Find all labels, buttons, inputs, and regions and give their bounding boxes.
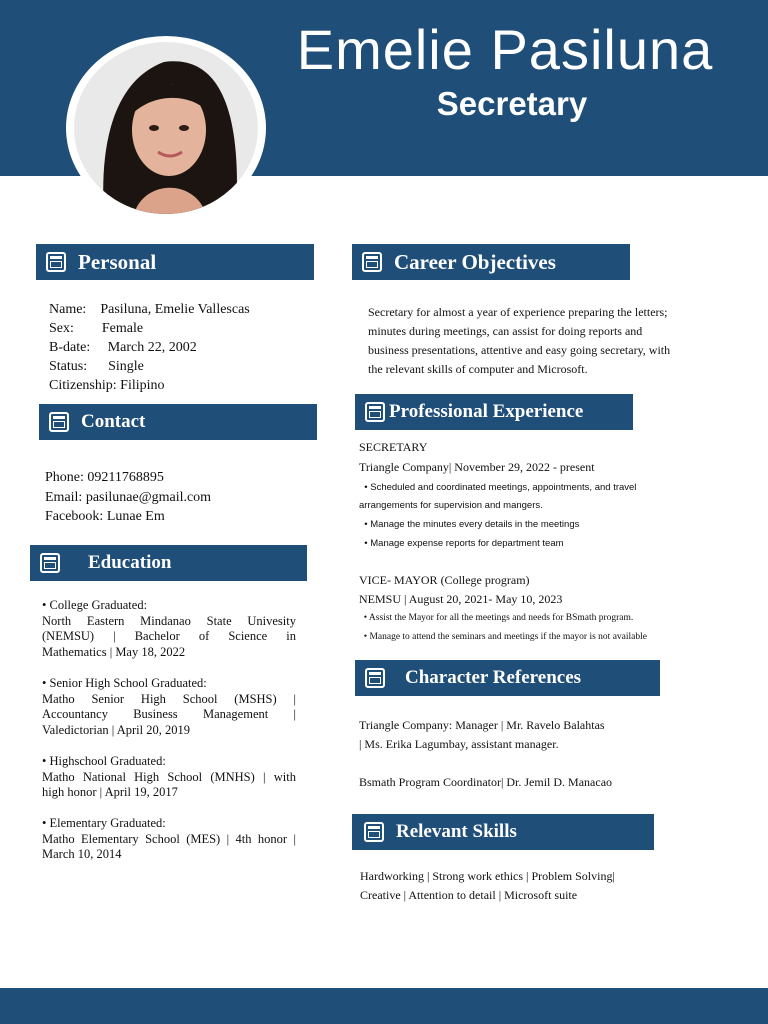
contact-phone: Phone: 09211768895 xyxy=(45,470,164,485)
career-line: minutes during meetings, can assist for doing reports and xyxy=(368,324,643,338)
education-line: Matho Senior High School (MSHS) | xyxy=(42,691,296,706)
window-icon xyxy=(40,553,60,573)
education-level: • Senior High School Graduated: xyxy=(42,676,207,690)
resume-name: Emelie Pasiluna xyxy=(296,18,714,81)
window-icon xyxy=(364,822,384,842)
job-company: NEMSU | August 20, 2021- May 10, 2023 xyxy=(359,592,563,606)
personal-sex: Sex: Female xyxy=(49,321,144,336)
personal-citizenship: Citizenship: Filipino xyxy=(49,378,165,393)
job-bullet: • Scheduled and coordinated meetings, appointments, and travel xyxy=(359,482,637,493)
education-level: • Elementary Graduated: xyxy=(42,816,166,830)
window-icon xyxy=(49,412,69,432)
section-header-education xyxy=(30,545,307,581)
education-line: March 10, 2014 xyxy=(42,847,122,861)
section-header-skills xyxy=(352,814,654,850)
footer-band xyxy=(0,988,768,1024)
job-bullet: • Assist the Mayor for all the meetings and needs for BSmath program. xyxy=(359,613,634,623)
section-title: Relevant Skills xyxy=(396,821,517,842)
job-bullet: arrangements for supervision and mangers. xyxy=(359,500,543,511)
education-line: Valedictorian | April 20, 2019 xyxy=(42,722,190,737)
section-title: Career Objectives xyxy=(394,249,556,274)
education-level: • College Graduated: xyxy=(42,598,148,612)
personal-bdate: B-date: March 22, 2002 xyxy=(49,340,197,355)
window-icon xyxy=(365,402,385,422)
personal-status: Status: Single xyxy=(49,359,144,374)
career-line: the relevant skills of computer and Microsoft. xyxy=(368,362,588,376)
job-company: Triangle Company| November 29, 2022 - present xyxy=(359,460,595,474)
skills-line: Hardworking | Strong work ethics | Problem Solving| xyxy=(360,869,615,883)
section-header-personal xyxy=(36,244,314,280)
resume-title: Secretary xyxy=(436,85,588,122)
reference-line: Bsmath Program Coordinator| Dr. Jemil D. Manacao xyxy=(359,775,613,789)
job-bullet: • Manage the minutes every details in the meetings xyxy=(359,519,580,530)
education-line: Matho National High School (MNHS) | with xyxy=(42,769,296,784)
section-title: Contact xyxy=(81,411,146,432)
education-line: Mathematics | May 18, 2022 xyxy=(42,644,186,659)
section-header-experience xyxy=(355,394,633,430)
education-line: Accountancy Business Management | xyxy=(42,707,296,721)
reference-line: | Ms. Erika Lagumbay, assistant manager. xyxy=(359,737,559,751)
career-line: Secretary for almost a year of experience preparing the letters; xyxy=(368,305,668,319)
skills-line: Creative | Attention to detail | Microsoft suite xyxy=(360,888,578,902)
window-icon xyxy=(362,252,382,272)
section-header-references xyxy=(355,660,660,696)
section-title: Character References xyxy=(405,667,582,688)
education-entry xyxy=(42,754,296,801)
education-entry xyxy=(42,676,296,738)
education-line: North Eastern Mindanao State Univesity xyxy=(42,613,296,628)
section-title: Personal xyxy=(78,249,157,274)
education-line: high honor | April 19, 2017 xyxy=(42,785,178,799)
education-entry xyxy=(42,816,296,863)
section-header-career xyxy=(352,244,630,280)
job-title: SECRETARY xyxy=(359,440,428,454)
personal-name: Name: Pasiluna, Emelie Vallescas xyxy=(49,302,250,317)
job-title: VICE- MAYOR (College program) xyxy=(359,573,530,587)
window-icon xyxy=(46,252,66,272)
section-header-contact xyxy=(39,404,317,440)
window-icon xyxy=(365,668,385,688)
education-level: • Highschool Graduated: xyxy=(42,754,166,768)
reference-line: Triangle Company: Manager | Mr. Ravelo Balahtas xyxy=(359,718,605,732)
education-line: Matho Elementary School (MES) | 4th honor | xyxy=(42,831,296,846)
job-bullet: • Manage to attend the seminars and meetings if the mayor is not available xyxy=(359,632,647,642)
contact-email: Email: pasilunae@gmail.com xyxy=(45,490,212,505)
education-entry xyxy=(42,598,296,660)
job-bullet: • Manage expense reports for department team xyxy=(359,538,564,549)
profile-photo xyxy=(74,42,258,214)
section-title: Professional Experience xyxy=(389,401,584,422)
contact-facebook: Facebook: Lunae Em xyxy=(45,509,165,524)
education-line: (NEMSU) | Bachelor of Science in xyxy=(42,629,296,643)
section-title: Education xyxy=(88,552,172,573)
career-line: business presentations, attentive and easy going secretary, with xyxy=(368,343,671,357)
